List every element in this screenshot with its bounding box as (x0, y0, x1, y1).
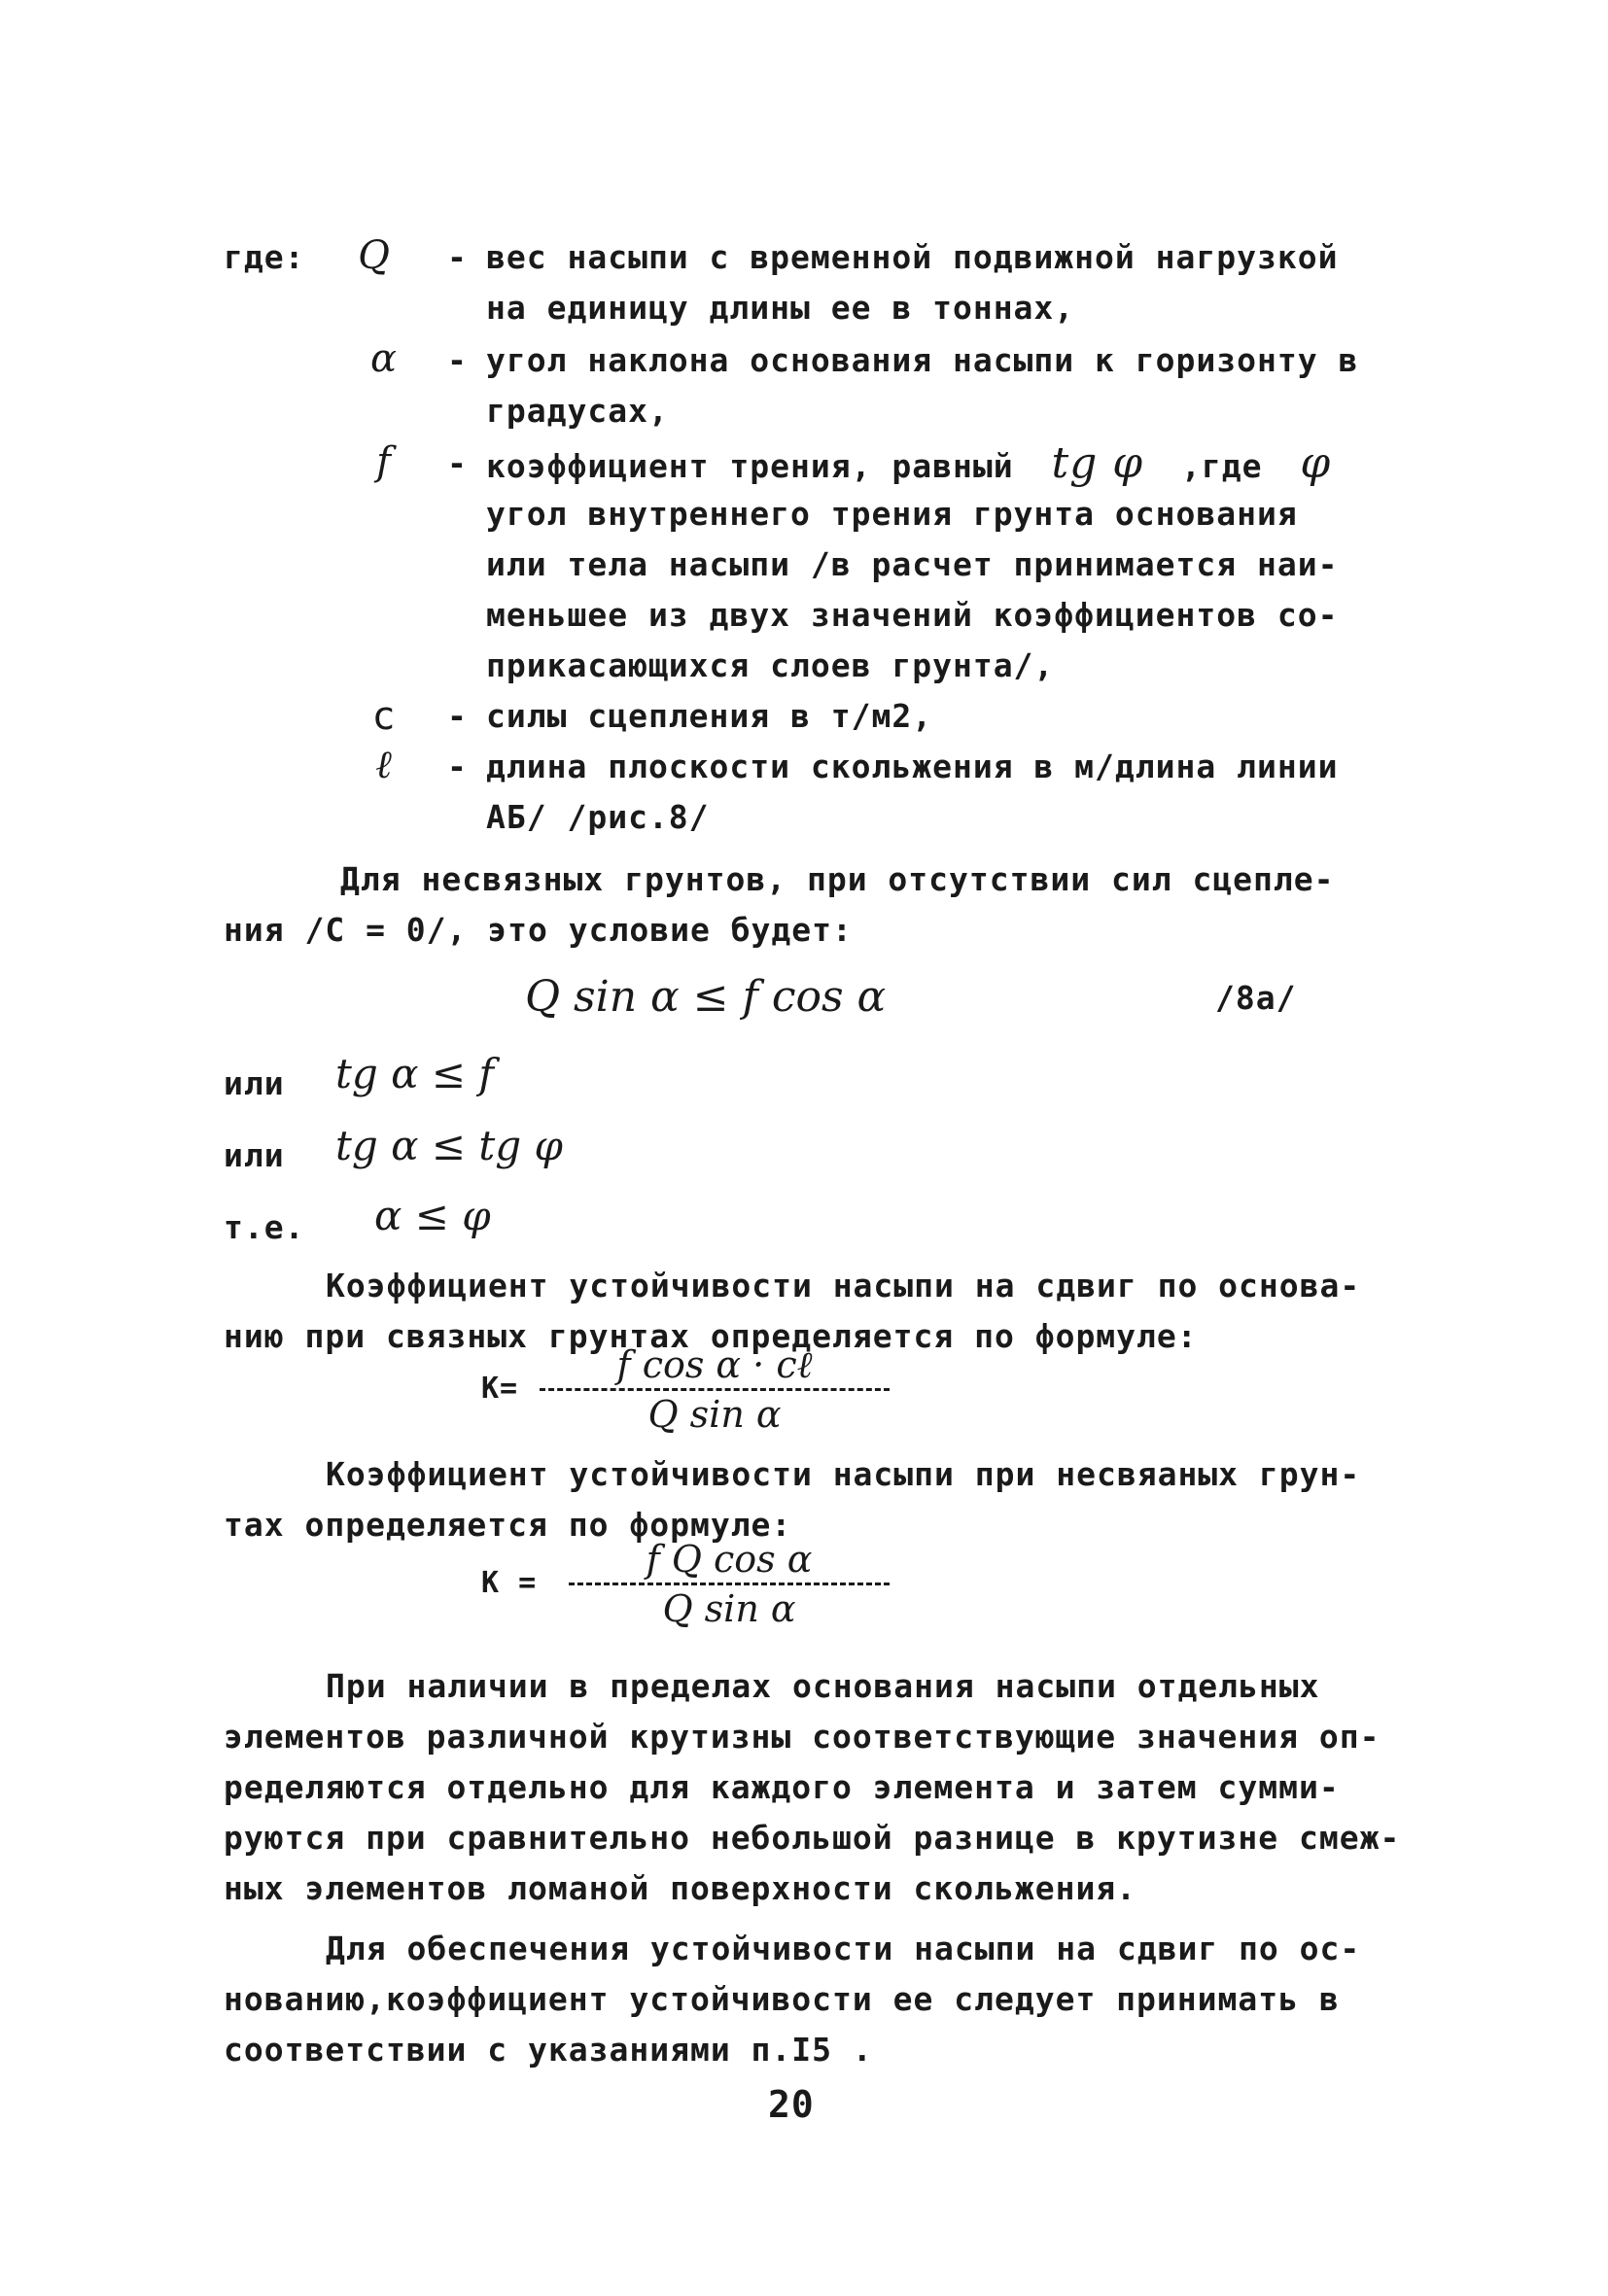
formula-k1-lhs: K= (481, 1372, 519, 1406)
para-elements-line2: элементов различной крутизны соответствующие значения оп- (224, 1718, 1381, 1756)
formula-k1-denominator: Q sin α (647, 1393, 782, 1436)
symbol-f: f (376, 439, 392, 484)
legend-f-line5: прикасающихся слоев грунта/, (486, 646, 1055, 684)
condition-expr: tg α ≤ f (335, 1050, 494, 1097)
legend-Q-line1: вес насыпи с временной подвижной нагрузкой (486, 238, 1339, 276)
formula-k1-fraction (540, 1341, 890, 1438)
legend-dash: - (447, 697, 468, 735)
symbol-phi: φ (1300, 438, 1332, 488)
condition-expr: α ≤ φ (374, 1192, 491, 1239)
formula-k2-lhs: K = (481, 1566, 538, 1600)
legend-dash: - (447, 238, 468, 276)
formula-8a: Q sin α ≤ f cos α (525, 972, 887, 1022)
para-final-line1: Для обеспечения устойчивости насыпи на сдвиг по ос- (326, 1930, 1361, 1967)
para-cohesive-line2: нию при связных грунтах определяется по формуле: (224, 1317, 1198, 1355)
symbol-c: c (371, 694, 397, 739)
para-noncoh-k-line1: Коэффициент устойчивости насыпи при несвяаных грун- (326, 1455, 1361, 1493)
para-elements-line5: ных элементов ломаной поверхности скольжения. (224, 1869, 1137, 1907)
formula-8a-label: /8а/ (1215, 979, 1297, 1017)
para-noncoh-k-line2: тах определяется по формуле: (224, 1506, 792, 1544)
legend-f-pre: коэффициент трения, равный (486, 447, 1014, 485)
symbol-l: ℓ (375, 743, 393, 787)
formula-tg-phi: tg φ (1051, 438, 1144, 488)
legend-f-post: ,где (1180, 447, 1263, 485)
legend-l-line2: АБ/ /рис.8/ (486, 798, 710, 836)
legend-f-line4: меньшее из двух значений коэффициентов со- (486, 596, 1339, 634)
para-elements-line3: ределяются отдельно для каждого элемента и затем сумми- (224, 1768, 1340, 1806)
legend-Q-line2: на единицу длины ее в тоннах, (486, 289, 1075, 327)
formula-k1-numerator: f cos α · cℓ (616, 1343, 813, 1386)
legend-f-line2: угол внутреннего трения грунта основания (486, 495, 1298, 533)
legend-l-line1: длина плоскости скольжения в м/длина линии (486, 748, 1339, 785)
para-final-line2: нованию,коэффициент устойчивости ее следует принимать в (224, 1980, 1340, 2018)
condition-word: или (224, 1064, 285, 1102)
condition-expr: tg α ≤ tg φ (335, 1122, 563, 1169)
legend-f-line3: или тела насыпи /в расчет принимается наи- (486, 545, 1339, 583)
legend-dash: - (447, 444, 468, 482)
formula-k2-denominator: Q sin α (662, 1587, 796, 1630)
legend-dash: - (447, 748, 468, 785)
para-final-line3: соответствии с указаниями п.I5 . (224, 2031, 873, 2069)
legend-alpha-line2: градусах, (486, 392, 669, 430)
symbol-Q: Q (358, 233, 391, 278)
legend-c-line1: силы сцепления в т/м2, (486, 697, 933, 735)
page-number: 20 (768, 2083, 815, 2126)
condition-word: т.е. (224, 1208, 305, 1246)
formula-k2-numerator: f Q cos α (646, 1538, 813, 1581)
para-elements-line1: При наличии в пределах основания насыпи отдельных (326, 1667, 1320, 1705)
para-elements-line4: руются при сравнительно небольшой разнице в крутизне смеж- (224, 1819, 1401, 1857)
symbol-alpha: α (369, 336, 398, 381)
para-noncohesive-line2: ния /С = 0/, это условие будет: (224, 911, 853, 949)
legend-dash: - (447, 341, 468, 379)
formula-k2-fraction (569, 1536, 890, 1632)
legend-lead: где: (224, 238, 305, 276)
legend-alpha-line1: угол наклона основания насыпи к горизонту в (486, 341, 1359, 379)
condition-word: или (224, 1136, 285, 1174)
para-cohesive-line1: Коэффициент устойчивости насыпи на сдвиг по основа- (326, 1267, 1361, 1305)
para-noncohesive-line1: Для несвязных грунтов, при отсутствии сил сцепле- (340, 860, 1335, 898)
legend-f-line1 (486, 439, 1331, 491)
